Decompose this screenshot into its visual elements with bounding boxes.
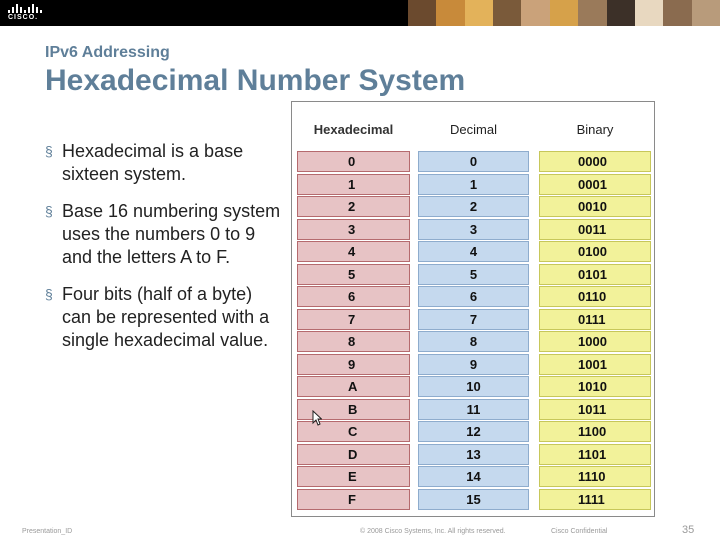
decimal-cell: 7 [418, 309, 529, 330]
bullet-text: Base 16 numbering system uses the numbers 0 to 9 and the letters A to F. [62, 201, 281, 267]
header-photo [521, 0, 549, 26]
hex-cell: 2 [297, 196, 410, 217]
binary-cell: 1111 [539, 489, 651, 510]
header-photo [607, 0, 635, 26]
decimal-cell: 11 [418, 399, 529, 420]
bullet-text: Hexadecimal is a base sixteen system. [62, 141, 244, 184]
hex-cell: 4 [297, 241, 410, 262]
decimal-cell: 10 [418, 376, 529, 397]
decimal-cell: 15 [418, 489, 529, 510]
header-photo [436, 0, 464, 26]
binary-cell: 1100 [539, 421, 651, 442]
page-number: 35 [682, 524, 695, 536]
binary-cell: 0011 [539, 219, 651, 240]
bullet-item [44, 283, 284, 352]
decimal-cell: 4 [418, 241, 529, 262]
header-photo [493, 0, 521, 26]
hexadecimal-column [297, 108, 410, 511]
header-photo [692, 0, 720, 26]
binary-column [539, 108, 651, 511]
hex-cell: 6 [297, 286, 410, 307]
header-photo [465, 0, 493, 26]
header-photo [663, 0, 691, 26]
hex-cell: 0 [297, 151, 410, 172]
hex-cell: 1 [297, 174, 410, 195]
decimal-cell: 14 [418, 466, 529, 487]
cisco-bars-icon [8, 4, 42, 13]
hex-cell: B [297, 399, 410, 420]
bullet-item [44, 140, 284, 186]
bullet-item [44, 200, 284, 269]
binary-cell: 0010 [539, 196, 651, 217]
hex-conversion-table [291, 101, 655, 517]
hex-cell: E [297, 466, 410, 487]
hex-cell: D [297, 444, 410, 465]
bullet-mark: § [45, 203, 53, 219]
binary-cell: 1110 [539, 466, 651, 487]
binary-cell: 1010 [539, 376, 651, 397]
top-banner [0, 0, 720, 26]
hex-cell: 5 [297, 264, 410, 285]
column-header-hexadecimal: Hexadecimal [297, 108, 410, 151]
binary-cell: 1001 [539, 354, 651, 375]
hex-cell: 8 [297, 331, 410, 352]
decimal-cell: 6 [418, 286, 529, 307]
bullet-text: Four bits (half of a byte) can be represented with a single hexadecimal value. [62, 284, 270, 350]
bullet-list [44, 140, 284, 366]
decimal-column [418, 108, 529, 511]
hex-cell: A [297, 376, 410, 397]
decimal-cell: 12 [418, 421, 529, 442]
header-photo [550, 0, 578, 26]
header-photo [408, 0, 436, 26]
bullet-mark: § [45, 143, 53, 159]
binary-cell: 0101 [539, 264, 651, 285]
binary-cell: 0111 [539, 309, 651, 330]
binary-cell: 0100 [539, 241, 651, 262]
slide-subtitle: IPv6 Addressing [45, 44, 170, 61]
decimal-cell: 3 [418, 219, 529, 240]
footer-confidential: Cisco Confidential [551, 528, 608, 535]
footer-presentation-id: Presentation_ID [22, 528, 73, 535]
column-header-decimal: Decimal [418, 108, 529, 151]
binary-cell: 0110 [539, 286, 651, 307]
header-photo-strip [408, 0, 720, 26]
footer-copyright: © 2008 Cisco Systems, Inc. All rights reserved. [360, 528, 506, 535]
decimal-cell: 8 [418, 331, 529, 352]
binary-cell: 1101 [539, 444, 651, 465]
header-photo [578, 0, 606, 26]
hex-cell: F [297, 489, 410, 510]
binary-cell: 1000 [539, 331, 651, 352]
mouse-pointer-icon [312, 410, 322, 426]
binary-cell: 0001 [539, 174, 651, 195]
cisco-logo [8, 4, 42, 22]
header-photo [635, 0, 663, 26]
hex-cell: 9 [297, 354, 410, 375]
decimal-cell: 13 [418, 444, 529, 465]
column-header-binary: Binary [539, 108, 651, 151]
hex-cell: C [297, 421, 410, 442]
bullet-mark: § [45, 286, 53, 302]
slide-title: Hexadecimal Number System [45, 64, 466, 97]
decimal-cell: 1 [418, 174, 529, 195]
decimal-cell: 2 [418, 196, 529, 217]
binary-cell: 0000 [539, 151, 651, 172]
hex-cell: 7 [297, 309, 410, 330]
decimal-cell: 9 [418, 354, 529, 375]
binary-cell: 1011 [539, 399, 651, 420]
decimal-cell: 0 [418, 151, 529, 172]
hex-cell: 3 [297, 219, 410, 240]
cisco-wordmark: CISCO. [8, 14, 39, 21]
decimal-cell: 5 [418, 264, 529, 285]
